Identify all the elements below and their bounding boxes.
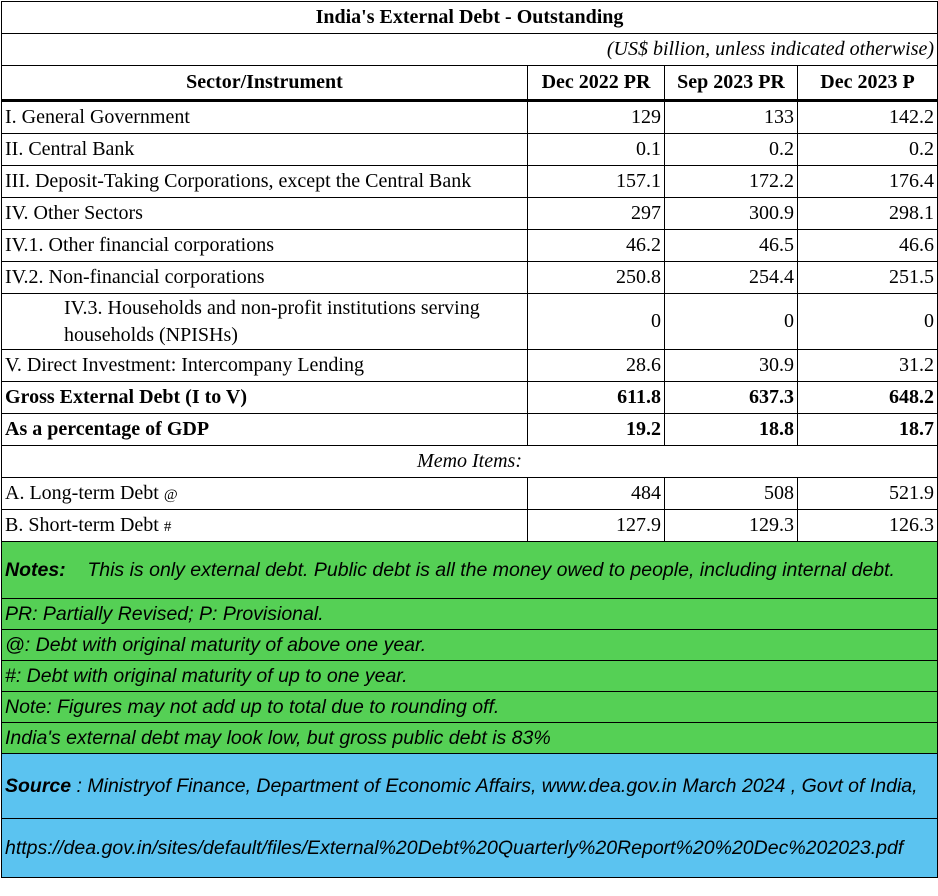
- cell-value: 0: [665, 294, 798, 350]
- cell-value: 142.2: [798, 101, 938, 134]
- total-row: [2, 382, 938, 414]
- table-row: [2, 478, 938, 510]
- cell-value: 31.2: [798, 350, 938, 382]
- cell-value: 648.2: [798, 382, 938, 414]
- row-label: IV.2. Non-financial corporations: [2, 262, 528, 294]
- row-label: IV.3. Households and non-profit institutions serving households (NPISHs): [2, 294, 528, 350]
- cell-value: 521.9: [798, 478, 938, 510]
- header-sep-2023: Sep 2023 PR: [665, 66, 798, 101]
- row-label: [2, 510, 528, 542]
- table-row: [2, 134, 938, 166]
- cell-value: 0.1: [528, 134, 665, 166]
- table-row: [2, 510, 938, 542]
- header-sector: Sector/Instrument: [2, 66, 528, 101]
- notes-text: This is only external debt. Public debt is all the money owed to people, including internal debt.: [87, 559, 895, 581]
- cell-value: 251.5: [798, 262, 938, 294]
- cell-value: 46.6: [798, 230, 938, 262]
- table-row: [2, 198, 938, 230]
- unit-note: (US$ billion, unless indicated otherwise): [2, 34, 938, 66]
- cell-value: 133: [665, 101, 798, 134]
- cell-value: 30.9: [665, 350, 798, 382]
- row-label: I. General Government: [2, 101, 528, 134]
- cell-value: 129: [528, 101, 665, 134]
- source-citation: [2, 754, 938, 819]
- notes-lead: Notes:: [5, 559, 66, 581]
- memo-symbol: @: [163, 487, 178, 503]
- note-item: PR: Partially Revised; P: Provisional.: [2, 599, 938, 630]
- cell-value: 126.3: [798, 510, 938, 542]
- cell-value: 129.3: [665, 510, 798, 542]
- notes-main: [2, 542, 938, 599]
- row-label: As a percentage of GDP: [2, 414, 528, 446]
- gdp-percentage-row: [2, 414, 938, 446]
- cell-value: 484: [528, 478, 665, 510]
- cell-value: 46.2: [528, 230, 665, 262]
- cell-value: 250.8: [528, 262, 665, 294]
- row-label: IV.1. Other financial corporations: [2, 230, 528, 262]
- cell-value: 176.4: [798, 166, 938, 198]
- cell-value: 0: [798, 294, 938, 350]
- source-url: https://dea.gov.in/sites/default/files/External%20Debt%20Quarterly%20Report%20%20Dec%202023.pdf: [2, 819, 938, 878]
- row-label: III. Deposit-Taking Corporations, except the Central Bank: [2, 166, 528, 198]
- cell-value: 298.1: [798, 198, 938, 230]
- cell-value: 254.4: [665, 262, 798, 294]
- header-dec-2022: Dec 2022 PR: [528, 66, 665, 101]
- table-row: [2, 166, 938, 198]
- cell-value: 127.9: [528, 510, 665, 542]
- cell-value: 19.2: [528, 414, 665, 446]
- cell-value: 18.8: [665, 414, 798, 446]
- note-item: #: Debt with original maturity of up to one year.: [2, 661, 938, 692]
- cell-value: 611.8: [528, 382, 665, 414]
- table-row: [2, 230, 938, 262]
- table-row: [2, 101, 938, 134]
- table-row: [2, 262, 938, 294]
- cell-value: 508: [665, 478, 798, 510]
- source-lead: Source: [5, 775, 72, 797]
- table-row: [2, 294, 938, 350]
- memo-symbol: #: [163, 519, 172, 535]
- column-header-row: [2, 66, 938, 101]
- cell-value: 297: [528, 198, 665, 230]
- table-row: [2, 350, 938, 382]
- row-label: V. Direct Investment: Intercompany Lending: [2, 350, 528, 382]
- cell-value: 0.2: [665, 134, 798, 166]
- cell-value: 0.2: [798, 134, 938, 166]
- cell-value: 300.9: [665, 198, 798, 230]
- memo-label: B. Short-term Debt: [5, 514, 164, 536]
- memo-items-heading: Memo Items:: [2, 446, 938, 478]
- note-item: India's external debt may look low, but gross public debt is 83%: [2, 723, 938, 754]
- row-label: II. Central Bank: [2, 134, 528, 166]
- cell-value: 28.6: [528, 350, 665, 382]
- note-item: Note: Figures may not add up to total due to rounding off.: [2, 692, 938, 723]
- source-text: : Ministryof Finance, Department of Economic Affairs, www.dea.gov.in March 2024 , Govt of India,: [71, 775, 918, 797]
- memo-label: A. Long-term Debt: [5, 482, 164, 504]
- cell-value: 46.5: [665, 230, 798, 262]
- cell-value: 172.2: [665, 166, 798, 198]
- cell-value: 0: [528, 294, 665, 350]
- cell-value: 157.1: [528, 166, 665, 198]
- cell-value: 18.7: [798, 414, 938, 446]
- header-dec-2023: Dec 2023 P: [798, 66, 938, 101]
- note-item: @: Debt with original maturity of above one year.: [2, 630, 938, 661]
- row-label: IV. Other Sectors: [2, 198, 528, 230]
- cell-value: 637.3: [665, 382, 798, 414]
- row-label: [2, 478, 528, 510]
- table-title: India's External Debt - Outstanding: [2, 2, 938, 34]
- external-debt-table: [1, 1, 938, 878]
- row-label: Gross External Debt (I to V): [2, 382, 528, 414]
